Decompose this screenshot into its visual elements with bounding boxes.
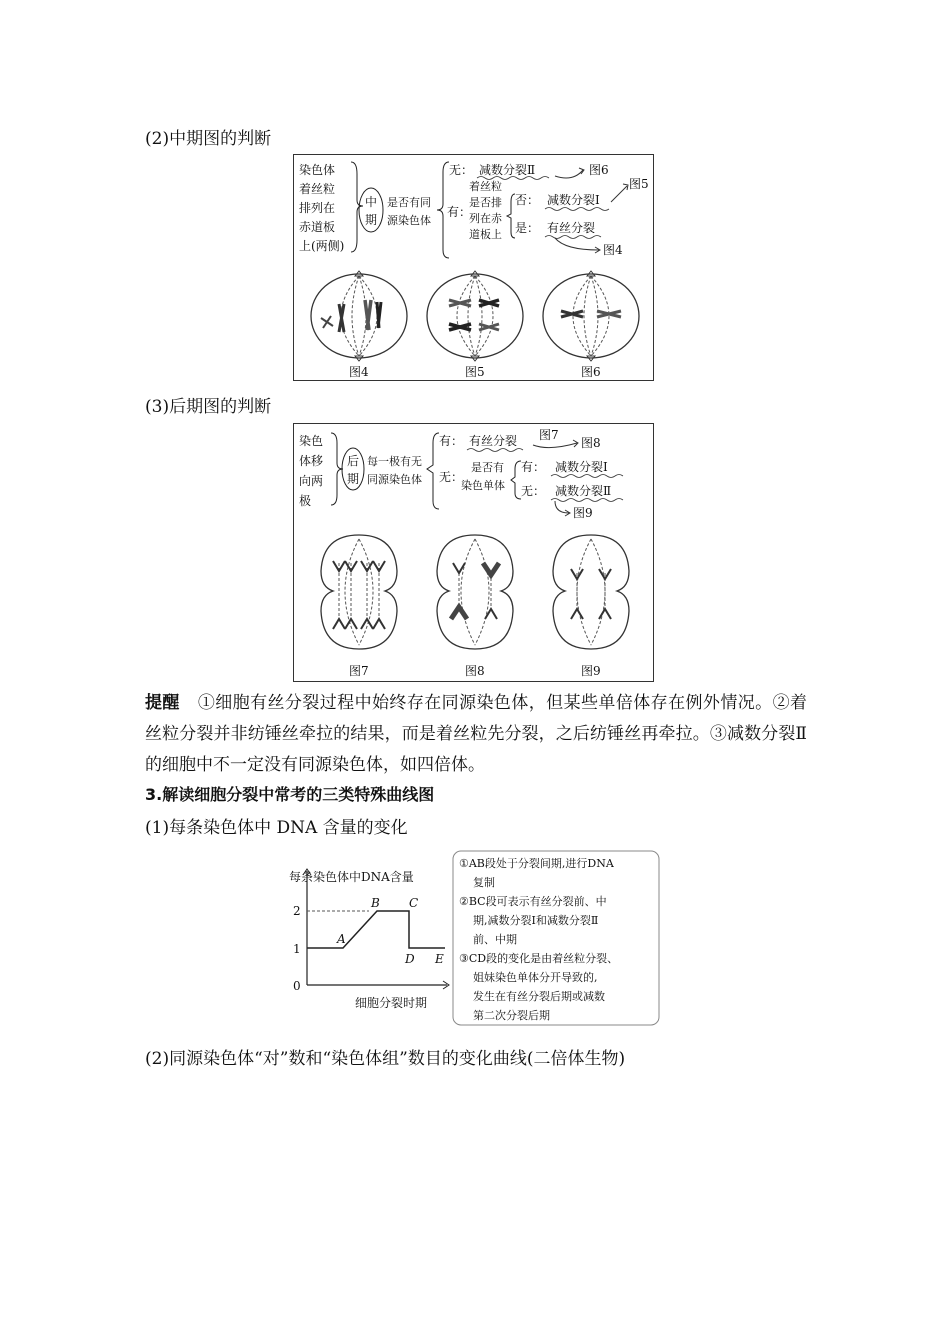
late-has-result: 有丝分裂 xyxy=(469,434,518,448)
mid-cond-4: 上(两侧) xyxy=(299,239,345,253)
mid-cond-0: 染色体 xyxy=(299,163,336,177)
note-4: 前、中期 xyxy=(473,933,517,946)
late-phase-0: 后 xyxy=(347,454,360,468)
late-label-2: 图9 xyxy=(581,664,601,678)
cell-diagram-9 xyxy=(553,535,629,649)
note-5: ③CD段的变化是由着丝粒分裂、 xyxy=(459,952,619,965)
mid-q2-2: 列在赤 xyxy=(469,212,502,225)
point-E: E xyxy=(435,952,444,966)
mid-fig6-ref: 图6 xyxy=(589,163,609,177)
late-q1-1: 同源染色体 xyxy=(367,473,422,486)
late-heading: (3)后期图的判断 xyxy=(145,397,272,417)
chart-ylabel: 每条染色体中DNA含量 xyxy=(289,870,414,884)
note-1: 复制 xyxy=(473,876,495,889)
late-label-1: 图8 xyxy=(465,664,485,678)
note-2: ②BC段可表示有丝分裂前、中 xyxy=(459,895,607,908)
late-fig9-ref: 图9 xyxy=(573,506,593,520)
mid-no: 否： xyxy=(515,193,540,207)
mid-none-result: 减数分裂Ⅱ xyxy=(479,163,536,177)
dna-content-line xyxy=(307,911,445,948)
late-fig7-ref: 图7 xyxy=(539,428,559,442)
late-none: 无： xyxy=(439,470,464,484)
late-no-result: 减数分裂Ⅱ xyxy=(555,484,612,498)
note-7: 发生在有丝分裂后期或减数 xyxy=(473,990,605,1003)
late-figure xyxy=(293,423,655,683)
late-yes-result: 减数分裂Ⅰ xyxy=(555,460,608,474)
note-0: ①AB段处于分裂间期,进行DNA xyxy=(459,857,614,870)
mid-q2-0: 着丝粒 xyxy=(469,180,502,193)
mid-fig4-ref: 图4 xyxy=(603,243,623,257)
late-yes: 有： xyxy=(521,460,546,474)
mid-has: 有： xyxy=(447,205,472,219)
note-3: 期,减数分裂Ⅰ和减数分裂Ⅱ xyxy=(473,914,599,927)
late-cond-2: 向两 xyxy=(299,474,324,488)
dna-chart xyxy=(285,845,665,1030)
mid-yes-result: 有丝分裂 xyxy=(547,221,596,235)
point-D: D xyxy=(405,952,415,966)
cell-diagram-7 xyxy=(321,535,397,649)
late-cond-1: 体移 xyxy=(299,454,324,468)
mid-none: 无： xyxy=(449,163,474,177)
ytick-0: 0 xyxy=(293,979,301,993)
ytick-2: 2 xyxy=(293,904,301,918)
late-label-0: 图7 xyxy=(349,664,369,678)
late-q1-0: 每一极有无 xyxy=(367,455,422,468)
late-q2-1: 染色单体 xyxy=(461,479,505,492)
late-q2-0: 是否有 xyxy=(471,461,504,474)
mid-phase-1: 期 xyxy=(365,213,378,227)
mid-cond-3: 赤道板 xyxy=(299,220,336,234)
point-B: B xyxy=(371,896,380,910)
mid-q2-1: 是否排 xyxy=(469,196,502,209)
late-phase-1: 期 xyxy=(347,472,360,486)
mid-label-0: 图4 xyxy=(349,365,369,379)
tip-label: 提醒 xyxy=(145,693,180,713)
note-6: 姐妹染色单体分开导致的, xyxy=(473,971,598,984)
subheading-1: (1)每条染色体中 DNA 含量的变化 xyxy=(145,818,408,838)
chart-xlabel: 细胞分裂时期 xyxy=(355,996,428,1010)
mid-label-2: 图6 xyxy=(581,365,601,379)
mid-cond-2: 排列在 xyxy=(299,201,336,215)
tip-paragraph xyxy=(145,688,807,781)
mid-fig5-ref: 图5 xyxy=(629,177,649,191)
mid-heading: (2)中期图的判断 xyxy=(145,129,272,149)
late-no: 无： xyxy=(521,484,546,498)
mid-q1-0: 是否有同 xyxy=(387,196,431,209)
mid-yes: 是： xyxy=(515,221,540,235)
late-cond-3: 极 xyxy=(299,494,312,508)
mid-q1-1: 源染色体 xyxy=(387,214,431,227)
cell-diagram-8 xyxy=(437,535,513,649)
late-cond-0: 染色 xyxy=(299,434,324,448)
late-fig8-ref: 图8 xyxy=(581,436,601,450)
mid-label-1: 图5 xyxy=(465,365,485,379)
subheading-2: (2)同源染色体“对”数和“染色体组”数目的变化曲线(二倍体生物) xyxy=(145,1049,626,1069)
mid-cond-1: 着丝粒 xyxy=(299,182,336,196)
note-8: 第二次分裂后期 xyxy=(473,1009,550,1022)
mid-figure xyxy=(293,154,655,382)
section-3-title: 3.解读细胞分裂中常考的三类特殊曲线图 xyxy=(145,785,435,804)
late-has: 有： xyxy=(439,434,464,448)
mid-no-result: 减数分裂Ⅰ xyxy=(547,193,600,207)
point-A: A xyxy=(337,932,346,946)
ytick-1: 1 xyxy=(293,942,301,956)
mid-q2-3: 道板上 xyxy=(469,228,502,241)
point-C: C xyxy=(409,896,419,910)
mid-phase-0: 中 xyxy=(365,195,378,209)
tip-text: ①细胞有丝分裂过程中始终存在同源染色体，但某些单倍体存在例外情况。②着丝粒分裂并非纺锤丝牵拉的结果，而是着丝粒先分裂，之后纺锤丝再牵拉。③减数分裂Ⅱ的细胞中不一定没有同源染色体，如四倍体。 xyxy=(145,693,808,775)
